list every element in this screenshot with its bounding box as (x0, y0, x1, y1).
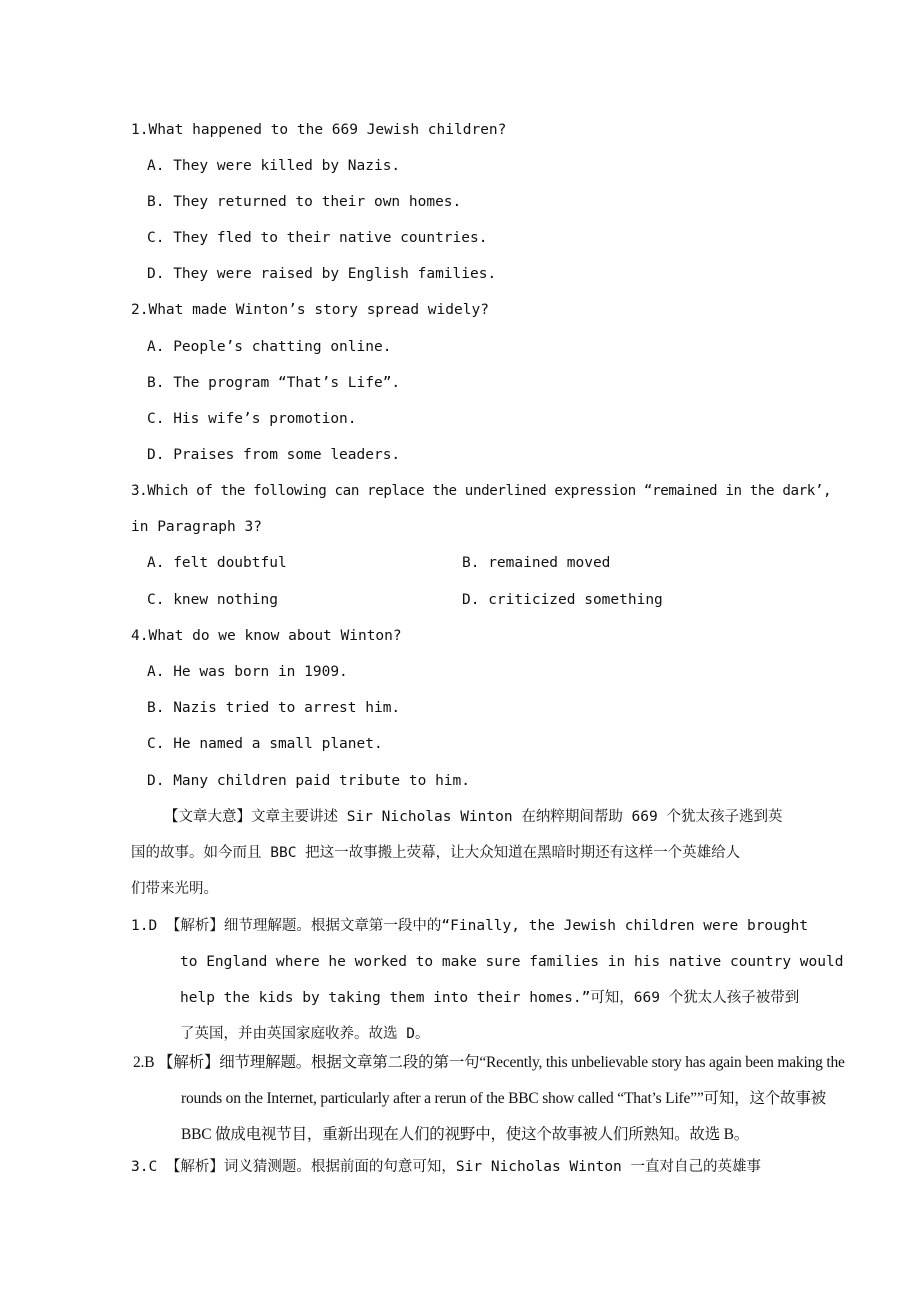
question-4-option-b: B. Nazis tried to arrest him. (147, 700, 401, 716)
question-3-stem-line-2: in Paragraph 3? (131, 519, 262, 535)
question-2-option-d: D. Praises from some leaders. (147, 447, 401, 463)
question-4-stem: 4.What do we know about Winton? (131, 628, 402, 644)
question-3-stem-line-1: 3.Which of the following can replace the underlined expression “remained in the dark’, (131, 483, 832, 499)
question-2-option-b: B. The program “That’s Life”. (147, 375, 401, 391)
question-4-option-c: C. He named a small planet. (147, 736, 383, 752)
question-2-stem: 2.What made Winton’s story spread widely? (131, 302, 489, 318)
answer-2-line-2: rounds on the Internet, particularly after a rerun of the BBC show called “That’s Life””可知，这个故事被 (181, 1090, 826, 1107)
question-1-option-c: C. They fled to their native countries. (147, 230, 488, 246)
question-2-option-a: A. People’s chatting online. (147, 339, 392, 355)
question-3-option-d: D. criticized something (462, 592, 663, 608)
question-1-option-d: D. They were raised by English families. (147, 266, 497, 282)
question-4-option-d: D. Many children paid tribute to him. (147, 773, 471, 789)
question-4-option-a: A. He was born in 1909. (147, 664, 348, 680)
question-1-stem: 1.What happened to the 669 Jewish children? (131, 122, 507, 138)
question-2-option-c: C. His wife’s promotion. (147, 411, 357, 427)
answer-2-line-3: BBC 做成电视节目，重新出现在人们的视野中，使这个故事被人们所熟知。故选 B。 (181, 1126, 750, 1143)
question-3-option-b: B. remained moved (462, 555, 611, 571)
question-1-option-b: B. They returned to their own homes. (147, 194, 462, 210)
summary-line-1: 【文章大意】文章主要讲述 Sir Nicholas Winton 在纳粹期间帮助 669 个犹太孩子逃到英 (164, 809, 783, 825)
question-1-option-a: A. They were killed by Nazis. (147, 158, 401, 174)
question-3-option-a: A. felt doubtful (147, 555, 287, 571)
summary-line-3: 们带来光明。 (131, 881, 218, 897)
question-3-option-c: C. knew nothing (147, 592, 278, 608)
answer-1-line-4: 了英国，并由英国家庭收养。故选 D。 (180, 1026, 430, 1042)
answer-1-line-2: to England where he worked to make sure families in his native country would (180, 954, 844, 970)
answer-1-line-3: help the kids by taking them into their homes.”可知，669 个犹太人孩子被带到 (180, 990, 800, 1006)
summary-line-2: 国的故事。如今而且 BBC 把这一故事搬上荧幕，让大众知道在黑暗时期还有这样一个英雄给人 (131, 845, 741, 861)
answer-3-line-1: 3.C 【解析】词义猜测题。根据前面的句意可知，Sir Nicholas Winton 一直对自己的英雄事 (131, 1159, 762, 1175)
answer-2-line-1: 2.B 【解析】细节理解题。根据文章第二段的第一句“Recently, this unbelievable story has again been making the (133, 1054, 845, 1071)
answer-1-line-1: 1.D 【解析】细节理解题。根据文章第一段中的“Finally, the Jewish children were brought (131, 918, 809, 934)
